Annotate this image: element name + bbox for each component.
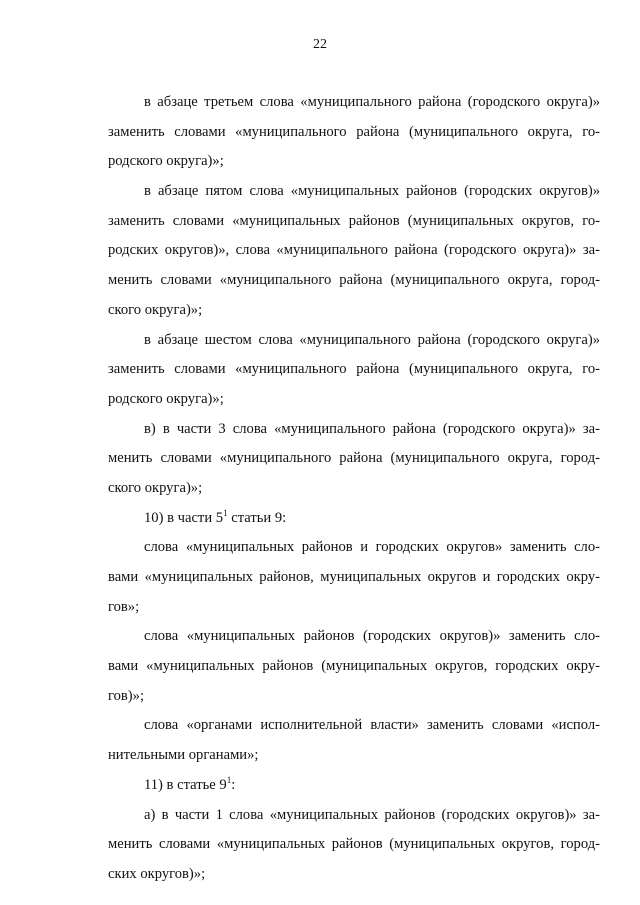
text-line-continuation: : xyxy=(231,776,236,793)
superscript: 1 xyxy=(223,507,228,518)
text-line-content: родского округа)»; xyxy=(108,153,224,170)
text-line xyxy=(108,477,600,507)
body-text xyxy=(108,91,600,893)
text-line xyxy=(108,863,600,893)
text-line-content: ского округа)»; xyxy=(108,479,203,496)
text-line xyxy=(108,596,600,626)
text-line-content: родского округа)»; xyxy=(108,390,224,407)
text-line-content: слова «муниципальных районов и городских округов» заменить сло- xyxy=(144,539,600,556)
text-line-content: гов)»; xyxy=(108,687,145,704)
text-line-content: нительными органами»; xyxy=(108,747,259,764)
text-line-content: заменить словами «муниципального района (муниципального округа, го- xyxy=(108,361,600,378)
text-line xyxy=(108,744,600,774)
text-line-content: в абзаце шестом слова «муниципального района (городского округа)» xyxy=(144,331,600,348)
text-line-content: менить словами «муниципальных районов (муниципальных округов, город- xyxy=(108,836,600,853)
text-line-content: заменить словами «муниципальных районов (муниципальных округов, го- xyxy=(108,212,600,229)
text-line-content: вами «муниципальных районов (муниципальных округов, городских окру- xyxy=(108,658,600,675)
text-line xyxy=(108,150,600,180)
text-line xyxy=(108,388,600,418)
page-number: 22 xyxy=(313,37,327,52)
text-line-content: слова «органами исполнительной власти» заменить словами «испол- xyxy=(144,717,600,734)
text-line-content: менить словами «муниципального района (муниципального округа, город- xyxy=(108,272,600,289)
text-line-content: ского округа)»; xyxy=(108,301,203,318)
text-line xyxy=(108,358,600,388)
text-line xyxy=(108,91,600,121)
text-line xyxy=(108,625,600,655)
text-line xyxy=(108,685,600,715)
text-line xyxy=(108,299,600,329)
text-line xyxy=(108,833,600,863)
text-line-content: заменить словами «муниципального района (муниципального округа, го- xyxy=(108,123,600,140)
text-line-content: в абзаце третьем слова «муниципального района (городского округа)» xyxy=(144,94,600,110)
text-line xyxy=(108,774,600,804)
text-line-continuation: статьи 9: xyxy=(227,509,287,526)
superscript: 1 xyxy=(226,774,232,785)
text-line-content: ских округов)»; xyxy=(108,865,206,882)
text-line-content: 10) в части 5 xyxy=(144,509,224,526)
text-line-content: 11) в статье 9 xyxy=(144,776,227,793)
text-line-content: в абзаце пятом слова «муниципальных районов (городских округов)» xyxy=(144,183,600,200)
text-line xyxy=(108,507,600,537)
text-line xyxy=(108,566,600,596)
text-line-content: гов»; xyxy=(108,598,140,615)
text-line xyxy=(108,536,600,566)
text-line-content: слова «муниципальных районов (городских округов)» заменить сло- xyxy=(144,628,600,645)
text-line xyxy=(108,239,600,269)
text-line xyxy=(108,447,600,477)
text-line xyxy=(108,714,600,744)
text-line-content: менить словами «муниципального района (муниципального округа, город- xyxy=(108,450,600,467)
text-line xyxy=(108,210,600,240)
text-line-content: в) в части 3 слова «муниципального района (городского округа)» за- xyxy=(144,420,600,437)
text-line-content: а) в части 1 слова «муниципальных районов (городских округов)» за- xyxy=(144,806,600,823)
text-line xyxy=(108,329,600,359)
text-line xyxy=(108,655,600,685)
text-line-content: вами «муниципальных районов, муниципальных округов и городских окру- xyxy=(108,569,600,585)
text-line xyxy=(108,804,600,834)
text-line xyxy=(108,121,600,151)
text-line-content: родских округов)», слова «муниципального района (городского округа)» за- xyxy=(108,242,600,259)
text-line xyxy=(108,418,600,448)
text-line xyxy=(108,269,600,299)
text-line xyxy=(108,180,600,210)
